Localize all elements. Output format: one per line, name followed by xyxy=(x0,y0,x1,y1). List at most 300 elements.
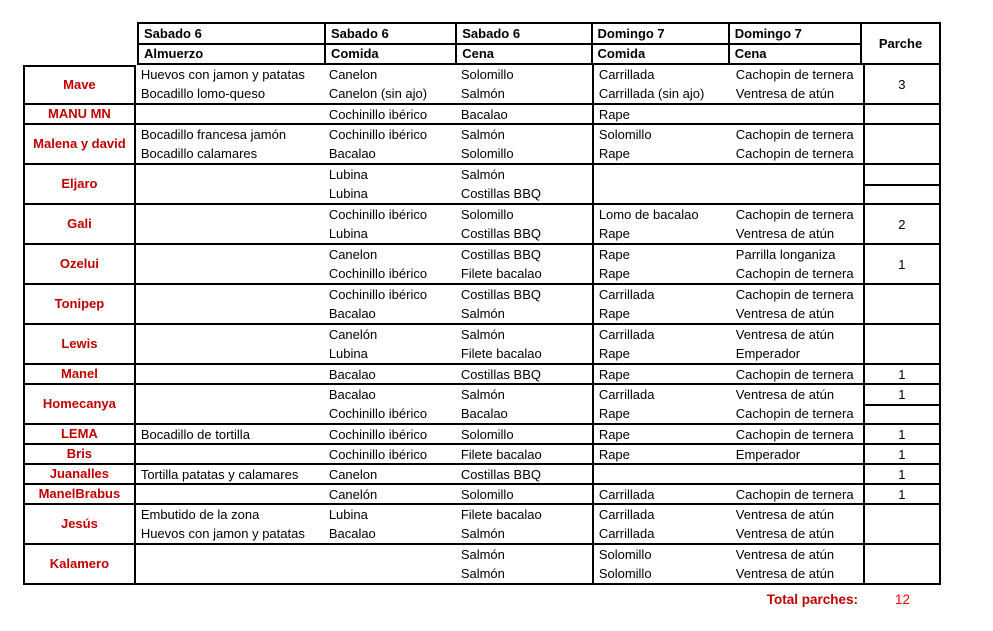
meal-cell[interactable]: Lubina xyxy=(328,507,368,522)
sabado-meals-block xyxy=(136,385,592,423)
sabado-meals-block xyxy=(136,65,592,103)
meal-column-domingo-cena xyxy=(731,325,863,363)
meal-cell[interactable]: Costillas BBQ xyxy=(460,287,542,302)
meal-cell[interactable]: Bocadillo francesa jamón xyxy=(140,127,287,142)
parche-cell[interactable] xyxy=(865,406,939,423)
meal-cell[interactable]: Cachopin de ternera xyxy=(735,287,854,302)
meal-cell[interactable]: Rape xyxy=(598,266,630,281)
meal-cell[interactable]: Bocadillo lomo-queso xyxy=(140,86,266,101)
meal-column-sabado-cena xyxy=(456,205,592,243)
meal-column-sabado-comida xyxy=(324,365,456,383)
meal-column-sabado-cena xyxy=(456,65,592,103)
member-name-cell[interactable]: Eljaro xyxy=(25,165,136,203)
domingo-meals-block xyxy=(592,365,863,383)
meal-cell[interactable]: Cochinillo ibérico xyxy=(328,127,428,142)
meal-cell[interactable] xyxy=(731,184,863,203)
meal-cell[interactable]: Emperador xyxy=(735,446,801,462)
meal-column-sabado-comida xyxy=(324,465,456,483)
meal-column-sabado-almuerzo xyxy=(136,105,324,123)
header-day-cell[interactable]: Domingo 7 xyxy=(593,24,728,45)
sabado-meals-block xyxy=(136,505,592,543)
meal-cell[interactable]: Salmón xyxy=(460,387,505,402)
meal-column-domingo-comida xyxy=(594,365,731,383)
member-name-cell[interactable]: Mave xyxy=(25,65,136,103)
meal-cell[interactable]: Rape xyxy=(598,247,630,262)
member-row-group xyxy=(25,505,941,545)
meal-cell[interactable] xyxy=(136,165,324,184)
meal-column-domingo-comida xyxy=(594,125,731,163)
parche-cell-group xyxy=(863,125,941,163)
parche-cell[interactable] xyxy=(865,285,939,323)
meal-cell[interactable]: Tortilla patatas y calamares xyxy=(140,466,299,482)
member-name-cell[interactable]: Kalamero xyxy=(25,545,136,583)
member-row-group xyxy=(25,205,941,245)
meal-column-sabado-comida xyxy=(324,205,456,243)
meal-cell[interactable]: Bacalao xyxy=(328,387,376,402)
sabado-meals-block xyxy=(136,125,592,163)
meal-cell[interactable]: Filete bacalao xyxy=(460,446,542,462)
parche-cell[interactable] xyxy=(865,325,939,363)
parche-cell-group xyxy=(863,545,941,583)
meal-column-sabado-comida xyxy=(324,325,456,363)
meal-cell[interactable]: Cachopin de ternera xyxy=(735,366,854,382)
member-name-cell[interactable]: Lewis xyxy=(25,325,136,363)
member-name-cell[interactable]: Tonipep xyxy=(25,285,136,323)
meal-cell[interactable] xyxy=(731,465,863,483)
sabado-meals-block xyxy=(136,425,592,443)
meal-column-domingo-comida xyxy=(594,65,731,103)
meal-cell[interactable]: Cachopin de ternera xyxy=(735,146,854,161)
meal-cell[interactable]: Filete bacalao xyxy=(460,507,542,522)
meal-column-sabado-almuerzo xyxy=(136,485,324,503)
meal-cell[interactable]: Bacalao xyxy=(460,106,508,122)
meal-cell[interactable] xyxy=(731,165,863,184)
meal-cell[interactable]: Carrillada xyxy=(598,486,655,502)
parche-cell-group xyxy=(863,365,941,383)
meal-cell[interactable]: Rape xyxy=(598,346,630,361)
meal-cell[interactable]: Lubina xyxy=(328,226,368,241)
meal-cell[interactable]: Ventresa de atún xyxy=(735,526,835,541)
meal-column-domingo-cena xyxy=(731,485,863,503)
meal-column-domingo-cena xyxy=(731,545,863,583)
meal-column-sabado-cena xyxy=(456,325,592,363)
domingo-meals-block xyxy=(592,505,863,543)
member-row-group xyxy=(25,465,941,485)
header-col-sabado-cena xyxy=(455,24,590,65)
meal-column-sabado-almuerzo xyxy=(136,425,324,443)
meal-cell[interactable]: Cochinillo ibérico xyxy=(328,106,428,122)
meal-cell[interactable]: Cochinillo ibérico xyxy=(328,446,428,462)
sabado-meals-block xyxy=(136,285,592,323)
meal-column-domingo-comida xyxy=(594,545,731,583)
meal-cell[interactable]: Costillas BBQ xyxy=(460,366,542,382)
meal-cell[interactable]: Bacalao xyxy=(328,306,376,321)
meal-cell[interactable]: Cachopin de ternera xyxy=(735,207,854,222)
meal-cell[interactable]: Rape xyxy=(598,366,630,382)
meal-column-sabado-almuerzo xyxy=(136,205,324,243)
meal-column-sabado-comida xyxy=(324,505,456,543)
meal-column-domingo-comida xyxy=(594,105,731,123)
parche-cell-group xyxy=(863,505,941,543)
parche-cell[interactable]: 1 xyxy=(865,385,939,406)
domingo-meals-block xyxy=(592,165,863,203)
meal-cell[interactable] xyxy=(136,184,324,203)
meal-cell[interactable]: Rape xyxy=(598,426,630,442)
member-row-group xyxy=(25,425,941,445)
meal-cell[interactable] xyxy=(136,564,324,583)
meal-column-sabado-comida xyxy=(324,545,456,583)
parche-cell[interactable]: 1 xyxy=(898,486,906,502)
meal-cell[interactable]: Ventresa de atún xyxy=(735,507,835,522)
meal-cell[interactable] xyxy=(136,264,324,283)
member-name-cell[interactable]: MANU MN xyxy=(25,105,136,123)
domingo-meals-block xyxy=(592,325,863,363)
domingo-meals-block xyxy=(592,205,863,243)
meal-cell[interactable]: Parrilla longaniza xyxy=(735,247,836,262)
parche-cell[interactable] xyxy=(865,105,939,123)
meal-cell[interactable] xyxy=(136,365,324,383)
meal-cell[interactable]: Carrillada xyxy=(598,287,655,302)
member-row-group xyxy=(25,545,941,585)
meal-cell[interactable] xyxy=(136,325,324,344)
meal-column-sabado-comida xyxy=(324,125,456,163)
member-name-cell[interactable]: Gali xyxy=(25,205,136,243)
parche-cell[interactable]: 3 xyxy=(898,76,906,92)
meal-cell[interactable]: Salmón xyxy=(460,526,505,541)
member-row-group xyxy=(25,385,941,425)
header-day-cell[interactable]: Sabado 6 xyxy=(326,24,455,45)
meal-column-sabado-comida xyxy=(324,105,456,123)
header-meal-cell[interactable]: Comida xyxy=(326,45,455,65)
meal-cell[interactable]: Cachopin de ternera xyxy=(735,486,854,502)
meal-cell[interactable]: Carrillada xyxy=(598,327,655,342)
parche-cell[interactable] xyxy=(865,165,939,186)
meal-cell[interactable]: Bocadillo calamares xyxy=(140,146,258,161)
member-name-cell[interactable]: Homecanya xyxy=(25,385,136,423)
meal-cell[interactable]: Costillas BBQ xyxy=(460,466,542,482)
meal-cell[interactable] xyxy=(594,165,731,184)
parche-cell[interactable]: 1 xyxy=(898,256,906,272)
meal-column-domingo-comida xyxy=(594,165,731,203)
meal-cell[interactable]: Canelon xyxy=(328,67,378,82)
meal-column-sabado-almuerzo xyxy=(136,245,324,283)
meal-column-sabado-almuerzo xyxy=(136,165,324,203)
meal-cell[interactable]: Ventresa de atún xyxy=(735,226,835,241)
meal-cell[interactable]: Cochinillo ibérico xyxy=(328,266,428,281)
meal-column-domingo-cena xyxy=(731,245,863,283)
meal-cell[interactable]: Cachopin de ternera xyxy=(735,127,854,142)
sabado-meals-block xyxy=(136,445,592,463)
domingo-meals-block xyxy=(592,385,863,423)
header-col-domingo-cena xyxy=(728,24,860,65)
meal-cell[interactable]: Salmón xyxy=(460,566,505,581)
meal-cell[interactable]: Rape xyxy=(598,406,630,421)
meal-cell[interactable]: Bacalao xyxy=(328,366,376,382)
meal-column-domingo-comida xyxy=(594,385,731,423)
domingo-meals-block xyxy=(592,65,863,103)
meal-cell[interactable]: Carrillada xyxy=(598,526,655,541)
meal-cell[interactable]: Emperador xyxy=(735,346,801,361)
meal-cell[interactable] xyxy=(594,184,731,203)
member-row-group xyxy=(25,325,941,365)
meal-column-domingo-cena xyxy=(731,425,863,443)
meal-cell[interactable]: Cachopin de ternera xyxy=(735,426,854,442)
meal-column-domingo-comida xyxy=(594,445,731,463)
member-name-cell[interactable]: Bris xyxy=(25,445,136,463)
header-meal-cell[interactable]: Comida xyxy=(593,45,728,65)
parche-cell[interactable]: 2 xyxy=(898,216,906,232)
parche-cell-group xyxy=(863,485,941,503)
meal-cell[interactable]: Rape xyxy=(598,106,630,122)
meal-cell[interactable]: Bacalao xyxy=(460,406,508,421)
meal-cell[interactable]: Bacalao xyxy=(328,146,376,161)
meal-column-sabado-almuerzo xyxy=(136,545,324,583)
header-day-cell[interactable]: Sabado 6 xyxy=(139,24,324,45)
sabado-meals-block xyxy=(136,245,592,283)
parche-cell[interactable] xyxy=(865,125,939,163)
meal-cell[interactable]: Lubina xyxy=(328,186,368,201)
meal-cell[interactable]: Carrillada xyxy=(598,67,655,82)
meal-cell[interactable] xyxy=(731,105,863,123)
meal-cell[interactable]: Salmón xyxy=(460,127,505,142)
member-name-cell[interactable]: Manel xyxy=(25,365,136,383)
meal-column-sabado-comida xyxy=(324,285,456,323)
member-row-group xyxy=(25,245,941,285)
header-col-sabado-comida xyxy=(324,24,455,65)
meal-column-domingo-cena xyxy=(731,385,863,423)
parche-cell[interactable]: 1 xyxy=(898,466,906,482)
meal-column-sabado-cena xyxy=(456,245,592,283)
meal-cell[interactable] xyxy=(136,485,324,503)
meal-cell[interactable]: Ventresa de atún xyxy=(735,86,835,101)
meal-cell[interactable]: Rape xyxy=(598,306,630,321)
meal-cell[interactable]: Cachopin de ternera xyxy=(735,67,854,82)
meal-column-domingo-cena xyxy=(731,285,863,323)
meal-column-domingo-cena xyxy=(731,65,863,103)
meal-cell[interactable]: Canelon (sin ajo) xyxy=(328,86,428,101)
meal-cell[interactable]: Salmón xyxy=(460,306,505,321)
sabado-meals-block xyxy=(136,165,592,203)
domingo-meals-block xyxy=(592,125,863,163)
meal-column-sabado-comida xyxy=(324,245,456,283)
meal-column-domingo-cena xyxy=(731,105,863,123)
meal-column-sabado-comida xyxy=(324,65,456,103)
member-row-group xyxy=(25,445,941,465)
sabado-meals-block xyxy=(136,545,592,583)
domingo-meals-block xyxy=(592,545,863,583)
meal-column-sabado-cena xyxy=(456,425,592,443)
member-name-cell[interactable]: Ozelui xyxy=(25,245,136,283)
meal-cell[interactable] xyxy=(324,545,456,564)
total-parches-row xyxy=(23,592,941,607)
meal-cell[interactable]: Embutido de la zona xyxy=(140,507,260,522)
domingo-meals-block xyxy=(592,425,863,443)
meal-cell[interactable]: Salmón xyxy=(460,547,505,562)
meal-cell[interactable]: Solomillo xyxy=(598,547,652,562)
meal-cell[interactable]: Solomillo xyxy=(598,127,652,142)
meal-cell[interactable]: Bocadillo de tortilla xyxy=(140,426,250,442)
meal-column-sabado-comida xyxy=(324,385,456,423)
total-parches-label: Total parches: xyxy=(766,592,858,607)
meal-column-sabado-almuerzo xyxy=(136,125,324,163)
meal-column-domingo-cena xyxy=(731,365,863,383)
meal-cell[interactable]: Salmón xyxy=(460,327,505,342)
meal-cell[interactable]: Canelón xyxy=(328,327,378,342)
meal-column-domingo-comida xyxy=(594,465,731,483)
meal-cell[interactable] xyxy=(136,224,324,243)
meal-column-domingo-comida xyxy=(594,205,731,243)
meal-cell[interactable]: Ventresa de atún xyxy=(735,566,835,581)
meal-column-sabado-almuerzo xyxy=(136,385,324,423)
member-row-group xyxy=(25,65,941,105)
meal-cell[interactable]: Solomillo xyxy=(460,207,514,222)
total-parches-value[interactable]: 12 xyxy=(894,592,911,607)
meal-column-sabado-almuerzo xyxy=(136,285,324,323)
meal-cell[interactable]: Costillas BBQ xyxy=(460,186,542,201)
table-body xyxy=(23,65,941,585)
meal-cell[interactable]: Ventresa de atún xyxy=(735,306,835,321)
meal-cell[interactable]: Rape xyxy=(598,226,630,241)
parche-cell-group xyxy=(863,425,941,443)
table-header xyxy=(137,22,941,65)
meal-cell[interactable]: Salmón xyxy=(460,167,505,182)
meal-cell[interactable]: Solomillo xyxy=(460,426,514,442)
header-meal-cell[interactable]: Cena xyxy=(730,45,860,65)
meal-cell[interactable]: Cochinillo ibérico xyxy=(328,207,428,222)
meal-cell[interactable]: Carrillada (sin ajo) xyxy=(598,86,705,101)
meal-cell[interactable]: Rape xyxy=(598,446,630,462)
meal-cell[interactable]: Ventresa de atún xyxy=(735,387,835,402)
parche-cell[interactable]: 1 xyxy=(898,426,906,442)
parche-cell-group xyxy=(863,285,941,323)
meal-column-sabado-almuerzo xyxy=(136,505,324,543)
meal-column-sabado-cena xyxy=(456,465,592,483)
sabado-meals-block xyxy=(136,485,592,503)
meal-cell[interactable] xyxy=(136,545,324,564)
parche-cell[interactable]: 1 xyxy=(898,446,906,462)
meal-cell[interactable]: Canelon xyxy=(328,466,378,482)
meal-column-sabado-cena xyxy=(456,485,592,503)
meal-column-domingo-cena xyxy=(731,205,863,243)
meal-column-sabado-comida xyxy=(324,485,456,503)
member-row-group xyxy=(25,125,941,165)
parche-cell[interactable] xyxy=(865,505,939,543)
member-row-group xyxy=(25,285,941,325)
member-name-cell[interactable]: ManelBrabus xyxy=(25,485,136,503)
domingo-meals-block xyxy=(592,465,863,483)
meal-cell[interactable] xyxy=(594,465,731,483)
parche-cell-group xyxy=(863,165,941,203)
meal-column-sabado-cena xyxy=(456,505,592,543)
meal-cell[interactable]: Carrillada xyxy=(598,387,655,402)
parche-cell-group xyxy=(863,385,941,423)
header-col-sabado-almuerzo xyxy=(137,24,324,65)
header-col-parche xyxy=(860,24,941,65)
meal-cell[interactable]: Canelón xyxy=(328,486,378,502)
sabado-meals-block xyxy=(136,105,592,123)
meal-cell[interactable]: Cachopin de ternera xyxy=(735,406,854,421)
member-name-cell[interactable]: LEMA xyxy=(25,425,136,443)
meal-column-domingo-cena xyxy=(731,505,863,543)
parche-cell[interactable]: 1 xyxy=(898,366,906,382)
domingo-meals-block xyxy=(592,485,863,503)
member-name-cell[interactable]: Juanalles xyxy=(25,465,136,483)
header-day-cell[interactable]: Domingo 7 xyxy=(730,24,860,45)
header-meal-cell[interactable]: Cena xyxy=(457,45,590,65)
meal-cell[interactable]: Cochinillo ibérico xyxy=(328,287,428,302)
meal-column-sabado-almuerzo xyxy=(136,65,324,103)
meal-cell[interactable]: Bacalao xyxy=(328,526,376,541)
meal-cell[interactable]: Lubina xyxy=(328,346,368,361)
meal-column-sabado-comida xyxy=(324,445,456,463)
parche-cell-group xyxy=(863,205,941,243)
parche-cell[interactable] xyxy=(865,545,939,583)
meal-column-sabado-cena xyxy=(456,165,592,203)
meal-cell[interactable]: Cochinillo ibérico xyxy=(328,406,428,421)
meal-cell[interactable]: Filete bacalao xyxy=(460,266,542,281)
member-name-cell[interactable]: Jesús xyxy=(25,505,136,543)
meal-cell[interactable] xyxy=(136,205,324,224)
meal-cell[interactable]: Cochinillo ibérico xyxy=(328,426,428,442)
meal-cell[interactable]: Solomillo xyxy=(460,146,514,161)
meal-cell[interactable]: Costillas BBQ xyxy=(460,247,542,262)
meal-cell[interactable]: Costillas BBQ xyxy=(460,226,542,241)
domingo-meals-block xyxy=(592,105,863,123)
meal-cell[interactable]: Cachopin de ternera xyxy=(735,266,854,281)
meal-cell[interactable] xyxy=(136,245,324,264)
meal-cell[interactable]: Solomillo xyxy=(460,486,514,502)
meal-cell[interactable]: Lubina xyxy=(328,167,368,182)
meal-cell[interactable] xyxy=(324,564,456,583)
meal-cell[interactable]: Solomillo xyxy=(598,566,652,581)
meal-cell[interactable] xyxy=(136,385,324,404)
meal-column-domingo-cena xyxy=(731,445,863,463)
meal-cell[interactable]: Solomillo xyxy=(460,67,514,82)
meal-column-sabado-cena xyxy=(456,125,592,163)
header-day-cell[interactable]: Sabado 6 xyxy=(457,24,590,45)
meal-column-sabado-almuerzo xyxy=(136,445,324,463)
meal-cell[interactable]: Lomo de bacalao xyxy=(598,207,699,222)
meal-cell[interactable] xyxy=(136,404,324,423)
meal-cell[interactable] xyxy=(136,445,324,463)
meal-cell[interactable]: Filete bacalao xyxy=(460,346,542,361)
sabado-meals-block xyxy=(136,465,592,483)
meal-cell[interactable]: Ventresa de atún xyxy=(735,547,835,562)
header-col-domingo-comida xyxy=(591,24,728,65)
parche-cell[interactable] xyxy=(865,186,939,203)
meal-cell[interactable]: Rape xyxy=(598,146,630,161)
meal-cell[interactable] xyxy=(136,105,324,123)
meal-cell[interactable]: Salmón xyxy=(460,86,505,101)
meal-cell[interactable]: Huevos con jamon y patatas xyxy=(140,526,305,541)
header-meal-cell[interactable]: Almuerzo xyxy=(139,45,324,65)
meal-cell[interactable]: Ventresa de atún xyxy=(735,327,835,342)
parche-cell-group xyxy=(863,245,941,283)
meal-cell[interactable]: Huevos con jamon y patatas xyxy=(140,67,305,82)
parche-cell-group xyxy=(863,325,941,363)
meal-cell[interactable] xyxy=(136,304,324,323)
member-name-cell[interactable]: Malena y david xyxy=(25,125,136,163)
meal-cell[interactable]: Canelon xyxy=(328,247,378,262)
parche-cell-group xyxy=(863,445,941,463)
member-row-group xyxy=(25,165,941,205)
meal-cell[interactable] xyxy=(136,344,324,363)
header-parche-cell[interactable]: Parche xyxy=(862,24,939,65)
meal-column-domingo-comida xyxy=(594,485,731,503)
meal-cell[interactable] xyxy=(136,285,324,304)
meal-cell[interactable]: Carrillada xyxy=(598,507,655,522)
meal-column-domingo-cena xyxy=(731,165,863,203)
